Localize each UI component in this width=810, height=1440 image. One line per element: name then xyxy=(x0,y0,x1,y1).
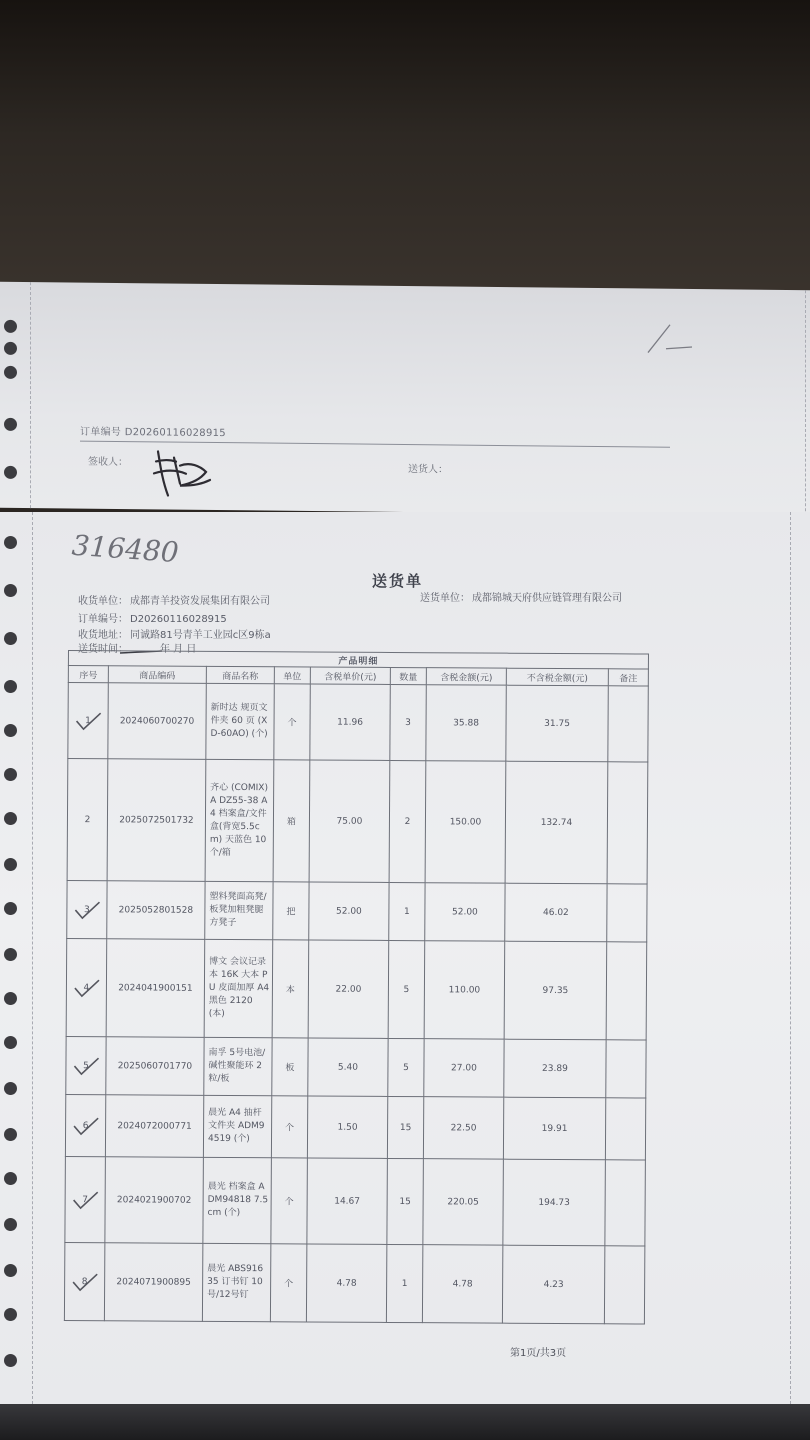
row-code: 2024041900151 xyxy=(106,939,205,1038)
tractor-hole xyxy=(4,1128,17,1141)
deliverer-label: 送货人： xyxy=(408,464,448,476)
table-banner: 产品明细 xyxy=(68,651,648,670)
tractor-hole xyxy=(4,536,17,549)
order-number xyxy=(78,610,227,625)
row-note xyxy=(608,686,648,762)
tractor-hole xyxy=(4,1308,17,1321)
row-code: 2025072501732 xyxy=(107,759,206,882)
delivery-time-value: 年 月 日 xyxy=(160,644,197,655)
row-qty: 5 xyxy=(388,1038,424,1096)
check-mark-icon xyxy=(70,1114,100,1138)
row-seq: 8 xyxy=(64,1242,104,1320)
receiver-label: 签收人： xyxy=(88,456,128,469)
row-name: 齐心 (COMIX) A DZ55-38 A4 档案盒/文件盒(背宽5.5cm) 天蓝色 10个/箱 xyxy=(205,759,274,881)
col-header-amount: 含税金额(元) xyxy=(426,668,506,685)
delivery-unit-value: 成都锦城天府供应链管理有限公司 xyxy=(472,593,622,604)
table-row xyxy=(66,938,647,1040)
desk-edge-bottom xyxy=(0,1400,810,1440)
tractor-hole xyxy=(4,366,17,379)
row-unit: 个 xyxy=(271,1158,308,1244)
row-net: 97.35 xyxy=(504,941,607,1040)
row-name: 新时达 规页文件夹 60 页 (XD-60AO) (个) xyxy=(206,683,274,759)
order-number-label: 订单编号： xyxy=(78,614,128,625)
row-note xyxy=(607,762,648,884)
tractor-hole xyxy=(4,1354,17,1367)
row-unit: 把 xyxy=(273,882,309,940)
handwritten-number xyxy=(70,526,190,570)
document-title: 送货单 xyxy=(372,572,424,590)
svg-text:316480: 316480 xyxy=(70,528,180,570)
tractor-hole xyxy=(4,680,17,693)
row-note xyxy=(605,1160,646,1246)
row-qty: 1 xyxy=(389,882,425,940)
delivery-address-value: 同诚路81号青羊工业园c区9栋a xyxy=(130,630,271,641)
row-note xyxy=(606,1040,646,1098)
row-qty: 5 xyxy=(388,940,425,1038)
tractor-hole xyxy=(4,1264,17,1277)
product-table xyxy=(64,650,649,1325)
tractor-hole xyxy=(4,342,17,355)
row-name: 晨光 A4 抽杆文件夹 ADM94519 (个) xyxy=(203,1095,271,1157)
row-net: 31.75 xyxy=(506,685,608,762)
row-amount: 150.00 xyxy=(425,761,506,883)
col-header-note: 备注 xyxy=(608,669,648,686)
row-price: 14.67 xyxy=(307,1158,388,1244)
col-header-name: 商品名称 xyxy=(206,666,274,683)
row-seq: 7 xyxy=(65,1156,106,1242)
row-unit: 板 xyxy=(272,1038,308,1096)
delivery-unit xyxy=(420,589,622,604)
row-code: 2024071900895 xyxy=(104,1243,202,1322)
order-number-value: D20260116028915 xyxy=(130,614,227,625)
perforation-line-right xyxy=(804,290,806,516)
row-code: 2024021900702 xyxy=(105,1157,204,1244)
delivery-time-label: 送货时间： xyxy=(78,644,128,655)
row-amount: 110.00 xyxy=(424,941,505,1039)
table-row xyxy=(67,759,648,885)
check-mark-icon xyxy=(70,1188,100,1212)
order-number-label: 订单编号 xyxy=(80,426,122,439)
receiving-unit-value: 成都青羊投资发展集团有限公司 xyxy=(130,596,270,607)
col-header-price: 含税单价(元) xyxy=(310,667,390,684)
col-header-code: 商品编码 xyxy=(108,666,206,684)
col-header-unit: 单位 xyxy=(274,667,310,684)
row-qty: 3 xyxy=(390,684,426,760)
row-price: 5.40 xyxy=(308,1038,388,1096)
row-net: 194.73 xyxy=(503,1159,606,1246)
dark-background-top xyxy=(0,0,810,300)
tractor-hole xyxy=(4,768,17,781)
tractor-hole xyxy=(4,1036,17,1049)
row-net: 23.89 xyxy=(504,1039,606,1098)
row-price: 52.00 xyxy=(309,882,389,940)
row-code: 2024072000771 xyxy=(105,1095,203,1158)
row-unit: 个 xyxy=(274,684,310,760)
delivery-note-sheet xyxy=(0,512,810,1404)
row-amount: 4.78 xyxy=(422,1245,502,1323)
tractor-hole xyxy=(4,992,17,1005)
table-row xyxy=(66,1036,646,1098)
row-net: 132.74 xyxy=(505,761,608,884)
row-unit: 本 xyxy=(272,940,309,1038)
perforation-line-right xyxy=(790,512,792,1404)
perforation-strip-left xyxy=(0,282,31,508)
table-row xyxy=(67,880,647,942)
product-table-wrap xyxy=(68,650,649,1321)
tractor-hole xyxy=(4,812,17,825)
row-note xyxy=(606,942,647,1040)
row-name: 博文 会议记录本 16K 大本 PU 皮面加厚 A4 黑色 2120 (本) xyxy=(204,939,273,1037)
check-mark-icon xyxy=(72,709,102,733)
table-row xyxy=(68,683,648,763)
row-note xyxy=(607,884,647,942)
row-price: 75.00 xyxy=(309,760,390,882)
row-seq: 5 xyxy=(66,1036,106,1094)
row-net: 19.91 xyxy=(503,1097,605,1160)
row-price: 1.50 xyxy=(307,1096,387,1158)
row-unit: 箱 xyxy=(273,760,310,882)
tractor-hole xyxy=(4,320,17,333)
check-mark-icon xyxy=(71,898,101,922)
row-code: 2025052801528 xyxy=(107,881,205,940)
tractor-hole xyxy=(4,584,17,597)
row-price: 4.78 xyxy=(306,1244,386,1322)
row-name: 南孚 5号电池/碱性聚能环 2粒/板 xyxy=(204,1037,272,1095)
row-code: 2024060700270 xyxy=(108,683,206,760)
row-seq: 3 xyxy=(67,880,107,938)
col-header-net: 不含税金额(元) xyxy=(506,668,608,686)
row-seq: 6 xyxy=(65,1094,105,1156)
page-number: 第1页/共3页 xyxy=(510,1348,567,1359)
table-row xyxy=(64,1242,644,1324)
tractor-hole xyxy=(4,858,17,871)
row-unit: 个 xyxy=(271,1096,307,1158)
delivery-address-label: 收货地址： xyxy=(78,630,128,641)
check-mark-icon xyxy=(71,976,101,1000)
receiving-unit xyxy=(78,592,270,607)
handwritten-signature xyxy=(150,443,220,504)
delivery-address xyxy=(78,626,271,641)
col-header-qty: 数量 xyxy=(390,667,426,684)
table-row xyxy=(65,1094,645,1160)
row-price: 22.00 xyxy=(308,940,389,1038)
receiving-unit-label: 收货单位： xyxy=(78,596,128,607)
row-unit: 个 xyxy=(270,1244,306,1322)
perforation-strip-left xyxy=(0,512,33,1404)
row-note xyxy=(605,1098,645,1160)
row-amount: 220.05 xyxy=(423,1159,504,1245)
tractor-hole xyxy=(4,1082,17,1095)
tractor-hole xyxy=(4,418,17,431)
row-amount: 35.88 xyxy=(426,685,506,761)
delivery-unit-label: 送货单位： xyxy=(420,593,470,604)
tractor-hole xyxy=(4,632,17,645)
row-qty: 1 xyxy=(386,1244,422,1322)
row-qty: 15 xyxy=(387,1096,423,1158)
tractor-hole xyxy=(4,948,17,961)
row-net: 46.02 xyxy=(505,883,607,942)
tractor-hole xyxy=(4,902,17,915)
row-name: 晨光 ABS91635 订书钉 10号/12号钉 xyxy=(202,1243,270,1321)
pencil-mark xyxy=(640,318,700,359)
order-number-value: D20260116028915 xyxy=(124,427,226,440)
row-qty: 2 xyxy=(389,760,426,882)
tractor-hole xyxy=(4,466,17,479)
row-qty: 15 xyxy=(387,1158,424,1244)
tractor-hole xyxy=(4,724,17,737)
previous-slip xyxy=(0,282,810,516)
row-note xyxy=(604,1246,644,1324)
row-seq: 2 xyxy=(67,759,108,881)
row-amount: 22.50 xyxy=(423,1097,503,1159)
row-amount: 27.00 xyxy=(424,1039,504,1097)
row-amount: 52.00 xyxy=(425,883,505,941)
check-mark-icon xyxy=(70,1054,100,1078)
row-code: 2025060701770 xyxy=(106,1037,204,1096)
row-price: 11.96 xyxy=(310,684,390,760)
table-row xyxy=(65,1156,646,1246)
col-header-seq: 序号 xyxy=(68,666,108,683)
row-seq: 4 xyxy=(66,938,107,1036)
row-seq: 1 xyxy=(68,683,108,759)
order-number-line xyxy=(80,423,226,440)
row-net: 4.23 xyxy=(502,1245,604,1324)
row-name: 晨光 档案盒 ADM94818 7.5cm (个) xyxy=(203,1157,272,1243)
check-mark-icon xyxy=(69,1270,99,1294)
tractor-hole xyxy=(4,1218,17,1231)
tractor-hole xyxy=(4,1172,17,1185)
row-name: 塑料凳面高凳/板凳加粗凳腿方凳子 xyxy=(205,881,273,939)
